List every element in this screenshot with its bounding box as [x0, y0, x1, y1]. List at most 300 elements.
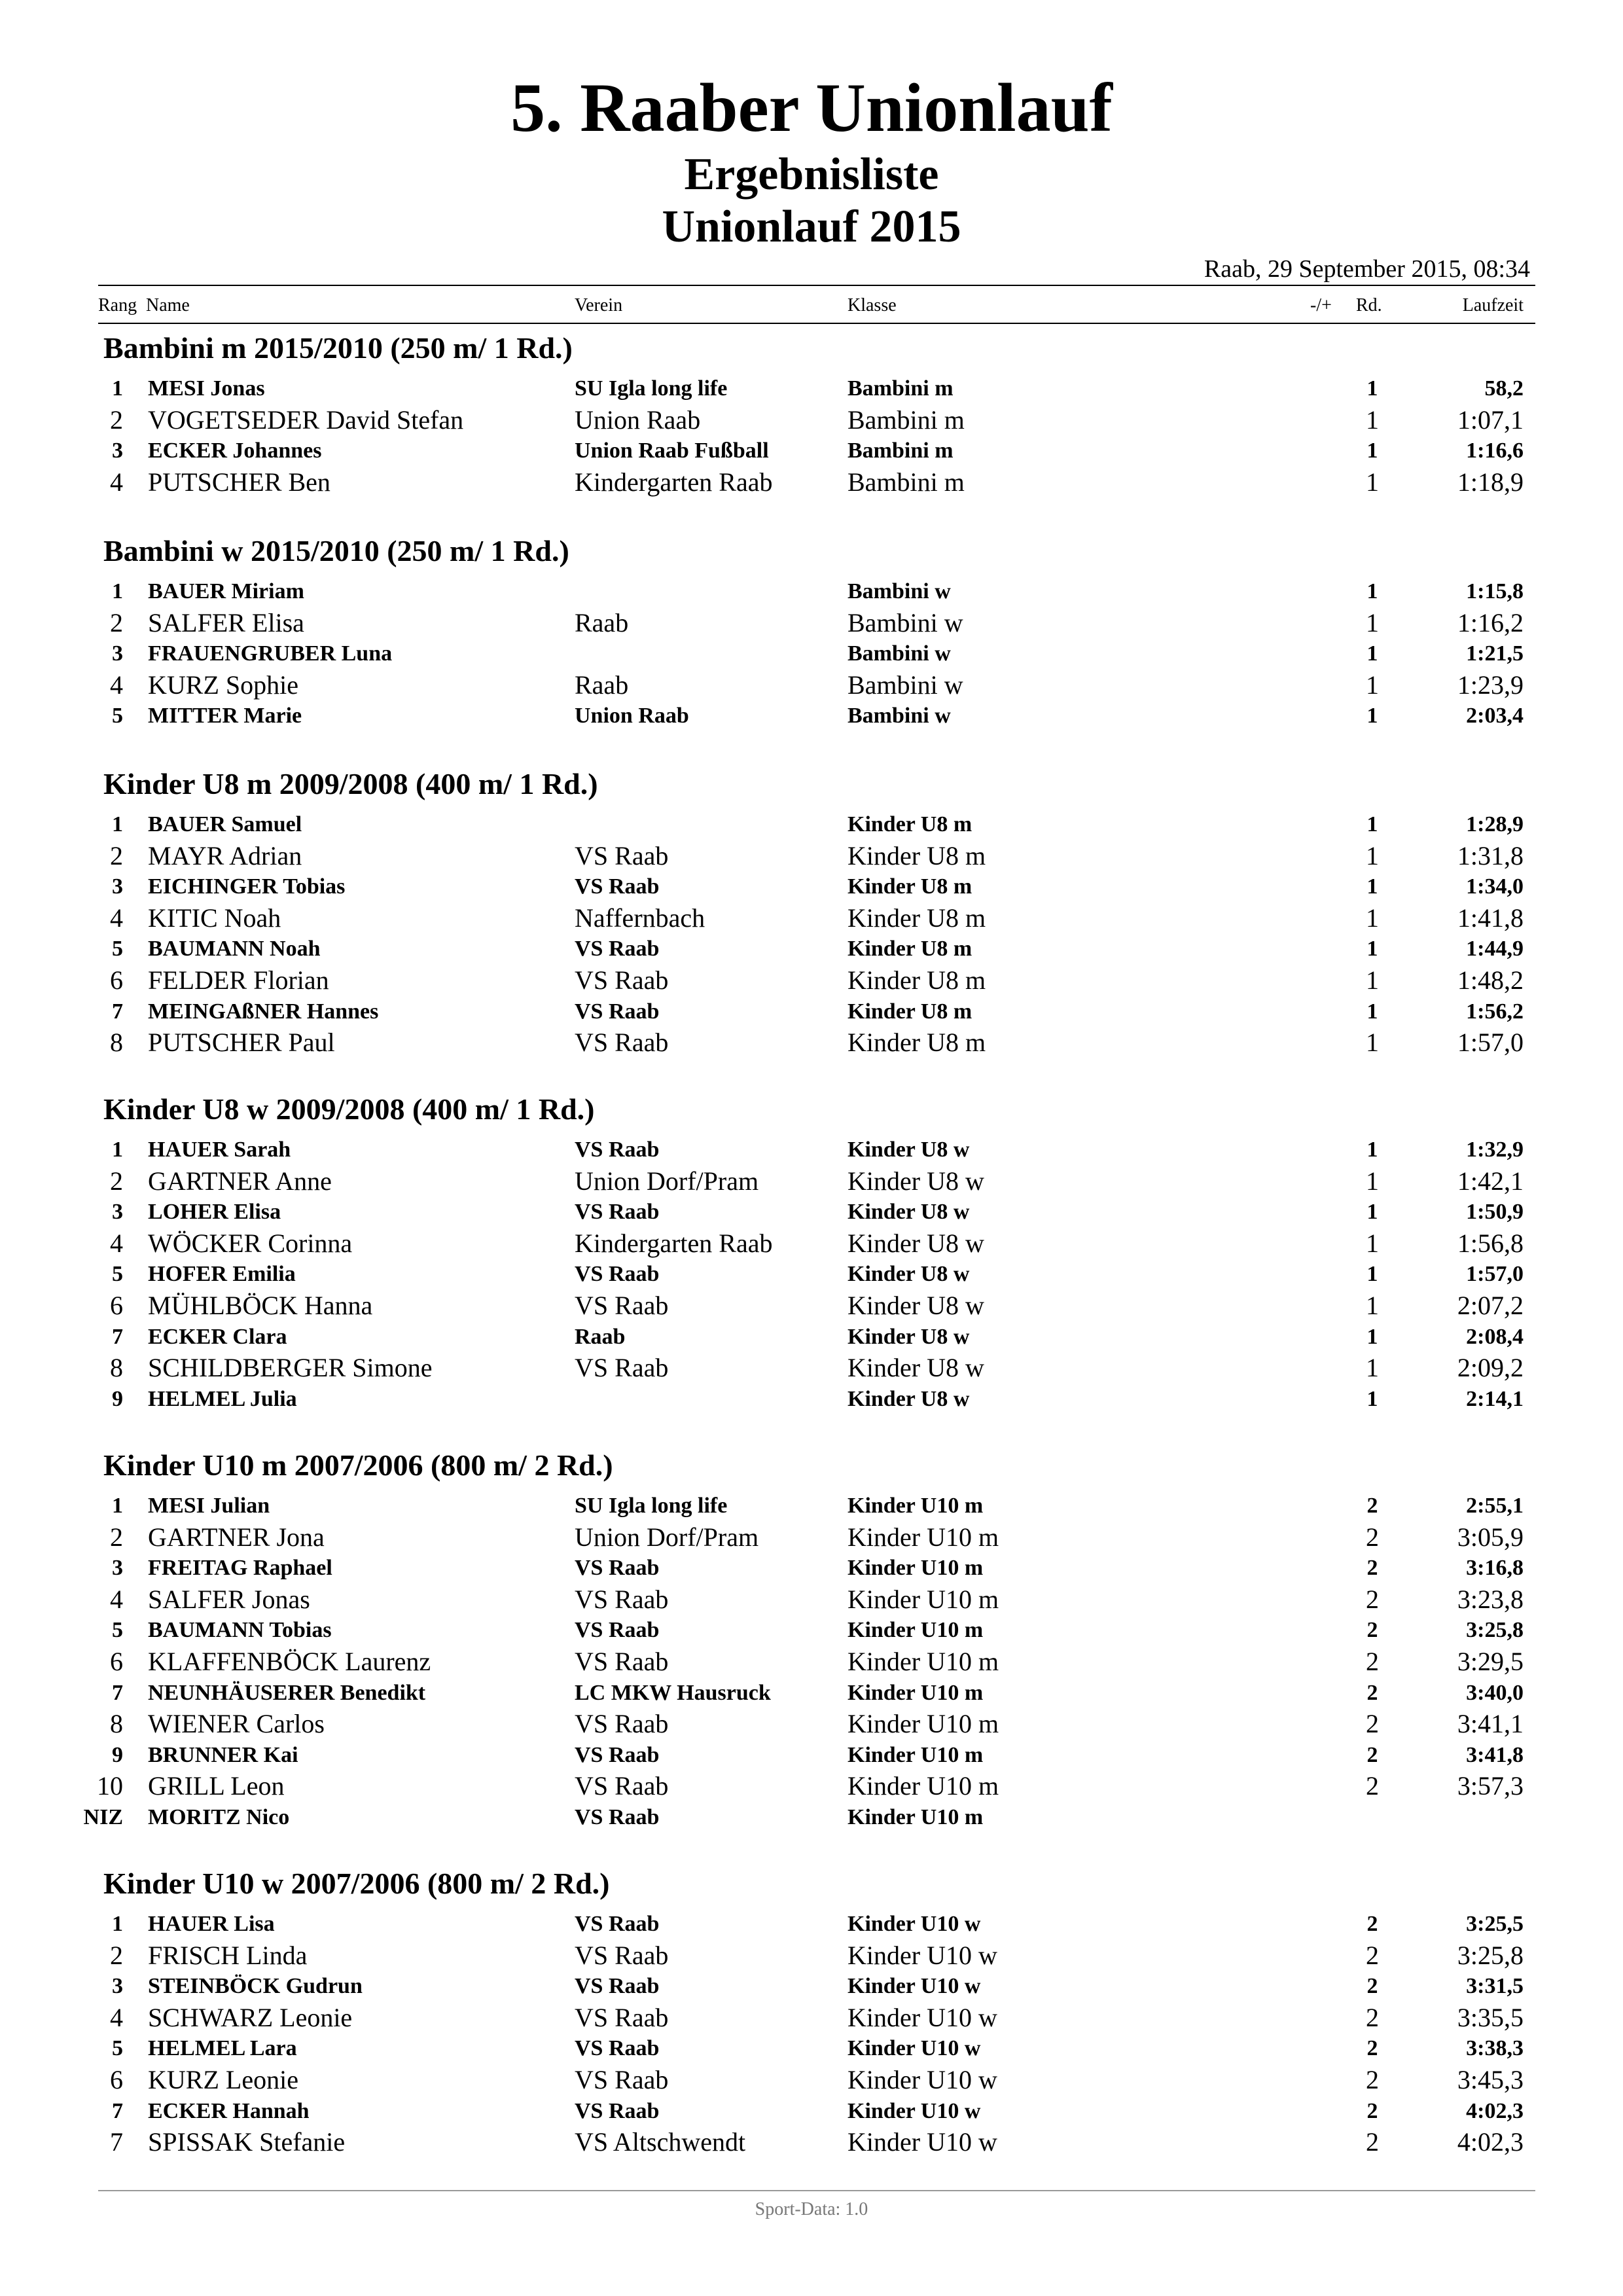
- cell-rounds: 2: [1366, 1494, 1378, 1518]
- cell-class: Bambini w: [847, 641, 951, 666]
- cell-name: GARTNER Anne: [148, 1166, 332, 1196]
- cell-time: 3:16,8: [1466, 1556, 1524, 1581]
- cell-rounds: 1: [1366, 1228, 1379, 1258]
- table-row: [0, 607, 1623, 639]
- table-row: [0, 576, 1623, 607]
- cell-time: 3:57,3: [1457, 1771, 1524, 1801]
- cell-time: 1:16,6: [1466, 439, 1524, 463]
- cell-class: Kinder U8 w: [847, 1166, 984, 1196]
- table-row: [0, 1770, 1623, 1802]
- page-subtitle-event: Unionlauf 2015: [662, 202, 961, 252]
- table-row: [0, 1740, 1623, 1771]
- cell-rank: 3: [112, 1974, 123, 1999]
- cell-class: Kinder U10 w: [847, 2036, 981, 2061]
- table-row: [0, 1290, 1623, 1321]
- cell-club: VS Raab: [575, 1974, 660, 1999]
- table-row: [0, 1615, 1623, 1646]
- cell-rounds: 1: [1366, 1386, 1378, 1411]
- cell-club: VS Raab: [575, 1804, 660, 1829]
- cell-time: 3:25,8: [1466, 1618, 1524, 1643]
- table-row: [0, 1259, 1623, 1290]
- cell-time: 3:25,8: [1457, 1940, 1524, 1970]
- cell-club: Raab: [575, 1324, 626, 1349]
- table-row: [0, 1646, 1623, 1677]
- table-row: [0, 435, 1623, 467]
- cell-class: Bambini m: [847, 404, 965, 435]
- cell-rank: 10: [97, 1771, 123, 1801]
- cell-class: Kinder U10 m: [847, 1771, 999, 1801]
- cell-rank: 6: [110, 1646, 123, 1676]
- cell-time: 3:41,1: [1457, 1709, 1524, 1739]
- column-header-rd: Rd.: [1356, 295, 1382, 315]
- cell-club: VS Raab: [575, 2064, 669, 2094]
- cell-club: VS Raab: [575, 1584, 669, 1614]
- cell-name: HOFER Emilia: [148, 1262, 296, 1287]
- section-title: Kinder U8 w 2009/2008 (400 m/ 1 Rd.): [103, 1092, 595, 1126]
- cell-club: VS Raab: [575, 1771, 669, 1801]
- cell-rank: 7: [112, 2098, 123, 2123]
- cell-class: Kinder U10 m: [847, 1584, 999, 1614]
- cell-name: LOHER Elisa: [148, 1200, 281, 1225]
- cell-class: Kinder U8 m: [847, 903, 986, 933]
- cell-name: WIENER Carlos: [148, 1709, 325, 1739]
- cell-rounds: 1: [1366, 1262, 1378, 1287]
- cell-rank: 6: [110, 965, 123, 995]
- table-row: [0, 2096, 1623, 2127]
- table-row: [0, 871, 1623, 903]
- cell-class: Kinder U10 w: [847, 2002, 997, 2032]
- cell-club: VS Raab: [575, 1646, 669, 1676]
- table-row: [0, 1802, 1623, 1833]
- table-row: [0, 1522, 1623, 1553]
- cell-club: VS Raab: [575, 1912, 660, 1936]
- cell-club: VS Raab: [575, 1742, 660, 1767]
- cell-rank: 1: [112, 1138, 123, 1162]
- cell-time: 1:42,1: [1457, 1166, 1524, 1196]
- table-row: [0, 1584, 1623, 1615]
- cell-class: Kinder U10 m: [847, 1494, 984, 1518]
- column-header-name: Name: [146, 295, 190, 315]
- table-row: [0, 700, 1623, 732]
- cell-rounds: 1: [1366, 1353, 1379, 1383]
- cell-rank: 1: [112, 812, 123, 836]
- table-row: [0, 1971, 1623, 2002]
- cell-class: Kinder U8 w: [847, 1228, 984, 1258]
- cell-rank: 4: [110, 670, 123, 700]
- cell-time: 3:29,5: [1457, 1646, 1524, 1676]
- cell-club: VS Raab: [575, 1556, 660, 1581]
- cell-rounds: 1: [1366, 1138, 1378, 1162]
- cell-time: 1:16,2: [1457, 607, 1524, 637]
- result-rows: [0, 373, 1623, 497]
- cell-club: Union Raab: [575, 404, 701, 435]
- cell-rank: 1: [112, 1494, 123, 1518]
- column-header-plusminus: -/+: [1310, 295, 1332, 315]
- cell-club: VS Altschwendt: [575, 2127, 746, 2157]
- cell-rank: 5: [112, 1618, 123, 1643]
- cell-rounds: 2: [1366, 1556, 1378, 1581]
- cell-time: 1:57,0: [1457, 1028, 1524, 1058]
- cell-rounds: 1: [1366, 903, 1379, 933]
- result-rows: [0, 576, 1623, 732]
- cell-class: Bambini w: [847, 579, 951, 603]
- cell-rank: 2: [110, 1940, 123, 1970]
- cell-name: SCHWARZ Leonie: [148, 2002, 353, 2032]
- cell-class: Bambini m: [847, 376, 954, 401]
- cell-rank: 3: [112, 641, 123, 666]
- cell-club: VS Raab: [575, 2098, 660, 2123]
- column-header-klasse: Klasse: [847, 295, 897, 315]
- table-row: [0, 840, 1623, 872]
- cell-rank: 5: [112, 1262, 123, 1287]
- cell-class: Kinder U10 m: [847, 1522, 999, 1552]
- cell-name: WÖCKER Corinna: [148, 1228, 353, 1258]
- cell-club: Kindergarten Raab: [575, 1228, 773, 1258]
- header-divider-bottom: [98, 323, 1535, 324]
- table-row: [0, 1352, 1623, 1384]
- cell-club: LC MKW Hausruck: [575, 1680, 771, 1705]
- cell-name: SPISSAK Stefanie: [148, 2127, 346, 2157]
- cell-name: GARTNER Jona: [148, 1522, 325, 1552]
- section-title: Bambini m 2015/2010 (250 m/ 1 Rd.): [103, 331, 573, 365]
- cell-rounds: 1: [1366, 670, 1379, 700]
- section-title: Kinder U10 m 2007/2006 (800 m/ 2 Rd.): [103, 1448, 613, 1482]
- cell-name: HAUER Sarah: [148, 1138, 291, 1162]
- result-rows: [0, 1134, 1623, 1414]
- table-row: [0, 1228, 1623, 1259]
- cell-class: Kinder U10 m: [847, 1804, 984, 1829]
- cell-club: VS Raab: [575, 965, 669, 995]
- cell-time: 1:15,8: [1466, 579, 1524, 603]
- cell-name: NEUNHÄUSERER Benedikt: [148, 1680, 426, 1705]
- cell-rank: 2: [110, 607, 123, 637]
- cell-club: VS Raab: [575, 937, 660, 961]
- cell-rank: 7: [112, 1324, 123, 1349]
- cell-name: MESI Jonas: [148, 376, 265, 401]
- cell-rounds: 1: [1366, 467, 1379, 497]
- cell-rank: 8: [110, 1353, 123, 1383]
- footer-divider: [98, 2190, 1535, 2191]
- footer-text: Sport-Data: 1.0: [755, 2199, 868, 2219]
- date-line: Raab, 29 September 2015, 08:34: [1204, 255, 1530, 283]
- cell-club: SU Igla long life: [575, 1494, 728, 1518]
- cell-time: 2:08,4: [1466, 1324, 1524, 1349]
- column-header-verein: Verein: [575, 295, 623, 315]
- cell-rank: 8: [110, 1709, 123, 1739]
- cell-time: 3:25,5: [1466, 1912, 1524, 1936]
- table-row: [0, 638, 1623, 670]
- cell-name: ECKER Hannah: [148, 2098, 310, 2123]
- cell-class: Kinder U8 m: [847, 874, 972, 899]
- cell-name: BAUMANN Noah: [148, 937, 321, 961]
- table-row: [0, 1940, 1623, 1971]
- table-row: [0, 2002, 1623, 2034]
- cell-name: SALFER Elisa: [148, 607, 304, 637]
- cell-time: 1:34,0: [1466, 874, 1524, 899]
- cell-name: MESI Julian: [148, 1494, 270, 1518]
- cell-class: Kinder U10 m: [847, 1556, 984, 1581]
- cell-name: STEINBÖCK Gudrun: [148, 1974, 363, 1999]
- cell-name: BAUMANN Tobias: [148, 1618, 332, 1643]
- cell-class: Kinder U8 w: [847, 1200, 970, 1225]
- cell-time: 1:21,5: [1466, 641, 1524, 666]
- result-rows: [0, 1909, 1623, 2158]
- cell-name: FREITAG Raphael: [148, 1556, 332, 1581]
- cell-name: FELDER Florian: [148, 965, 329, 995]
- cell-name: FRISCH Linda: [148, 1940, 308, 1970]
- cell-rank: 5: [112, 937, 123, 961]
- column-header-laufzeit: Laufzeit: [1462, 295, 1524, 315]
- result-rows: [0, 1490, 1623, 1833]
- cell-rounds: 1: [1366, 874, 1378, 899]
- cell-rounds: 2: [1366, 1709, 1379, 1739]
- cell-rank: 4: [110, 1584, 123, 1614]
- cell-rounds: 2: [1366, 2127, 1379, 2157]
- cell-name: MEINGAßNER Hannes: [148, 999, 379, 1024]
- cell-time: 3:45,3: [1457, 2064, 1524, 2094]
- cell-class: Kinder U10 w: [847, 1940, 997, 1970]
- cell-class: Kinder U8 w: [847, 1353, 984, 1383]
- table-row: [0, 404, 1623, 436]
- cell-class: Kinder U8 m: [847, 937, 972, 961]
- cell-name: ECKER Clara: [148, 1324, 287, 1349]
- cell-rank: 8: [110, 1028, 123, 1058]
- table-row: [0, 670, 1623, 701]
- cell-name: BRUNNER Kai: [148, 1742, 298, 1767]
- cell-name: SALFER Jonas: [148, 1584, 310, 1614]
- result-rows: [0, 809, 1623, 1058]
- table-row: [0, 1384, 1623, 1415]
- cell-club: VS Raab: [575, 2036, 660, 2061]
- cell-class: Kinder U10 w: [847, 1912, 981, 1936]
- cell-rank: 2: [110, 404, 123, 435]
- cell-name: KLAFFENBÖCK Laurenz: [148, 1646, 431, 1676]
- cell-rank: 4: [110, 467, 123, 497]
- cell-rank: 1: [112, 376, 123, 401]
- cell-name: SCHILDBERGER Simone: [148, 1353, 433, 1383]
- cell-time: 2:55,1: [1466, 1494, 1524, 1518]
- section-title: Bambini w 2015/2010 (250 m/ 1 Rd.): [103, 534, 569, 567]
- cell-name: PUTSCHER Ben: [148, 467, 330, 497]
- cell-time: 3:31,5: [1466, 1974, 1524, 1999]
- table-row: [0, 933, 1623, 965]
- cell-name: BAUER Miriam: [148, 579, 304, 603]
- table-row: [0, 1027, 1623, 1058]
- cell-class: Kinder U8 m: [847, 840, 986, 870]
- cell-name: ECKER Johannes: [148, 439, 322, 463]
- cell-time: 3:41,8: [1466, 1742, 1524, 1767]
- cell-rounds: 1: [1366, 937, 1378, 961]
- cell-class: Kinder U8 m: [847, 999, 972, 1024]
- cell-time: 1:57,0: [1466, 1262, 1524, 1287]
- cell-rank: 2: [110, 1166, 123, 1196]
- cell-time: 3:35,5: [1457, 2002, 1524, 2032]
- cell-club: VS Raab: [575, 1200, 660, 1225]
- cell-rank: 5: [112, 2036, 123, 2061]
- table-row: [0, 1166, 1623, 1197]
- cell-rounds: 2: [1366, 1912, 1378, 1936]
- cell-rounds: 1: [1366, 1324, 1378, 1349]
- cell-class: Kinder U10 w: [847, 2127, 997, 2157]
- cell-name: HELMEL Lara: [148, 2036, 297, 2061]
- cell-rounds: 1: [1366, 1028, 1379, 1058]
- cell-name: EICHINGER Tobias: [148, 874, 346, 899]
- cell-club: Union Raab: [575, 704, 689, 728]
- cell-rank: 4: [110, 2002, 123, 2032]
- cell-rounds: 2: [1366, 1680, 1378, 1705]
- cell-class: Bambini m: [847, 467, 965, 497]
- cell-club: Raab: [575, 607, 629, 637]
- cell-rank: 1: [112, 579, 123, 603]
- cell-time: 3:38,3: [1466, 2036, 1524, 2061]
- cell-class: Kinder U10 w: [847, 2064, 997, 2094]
- cell-rank: 6: [110, 1290, 123, 1320]
- cell-rank: NIZ: [83, 1804, 123, 1829]
- cell-time: 1:50,9: [1466, 1200, 1524, 1225]
- table-row: [0, 467, 1623, 498]
- cell-rounds: 2: [1366, 1584, 1379, 1614]
- cell-class: Kinder U10 m: [847, 1709, 999, 1739]
- cell-club: VS Raab: [575, 840, 669, 870]
- cell-rounds: 1: [1366, 404, 1379, 435]
- cell-rounds: 1: [1366, 641, 1378, 666]
- cell-class: Kinder U10 m: [847, 1742, 984, 1767]
- cell-time: 1:41,8: [1457, 903, 1524, 933]
- cell-rank: 1: [112, 1912, 123, 1936]
- column-header-rang: Rang: [98, 295, 137, 315]
- cell-club: Naffernbach: [575, 903, 705, 933]
- cell-time: 1:18,9: [1457, 467, 1524, 497]
- table-row: [0, 1708, 1623, 1740]
- cell-rounds: 1: [1366, 965, 1379, 995]
- cell-rounds: 2: [1366, 1618, 1378, 1643]
- table-row: [0, 965, 1623, 996]
- cell-rounds: 1: [1366, 1200, 1378, 1225]
- cell-club: VS Raab: [575, 1618, 660, 1643]
- cell-rounds: 2: [1366, 2036, 1378, 2061]
- table-row: [0, 1490, 1623, 1522]
- cell-class: Kinder U8 w: [847, 1262, 970, 1287]
- cell-name: MAYR Adrian: [148, 840, 302, 870]
- cell-rounds: 2: [1366, 1940, 1379, 1970]
- cell-time: 4:02,3: [1457, 2127, 1524, 2157]
- cell-rounds: 1: [1366, 607, 1379, 637]
- table-row: [0, 1321, 1623, 1353]
- cell-rounds: 2: [1366, 2098, 1378, 2123]
- cell-class: Bambini w: [847, 670, 963, 700]
- cell-club: Kindergarten Raab: [575, 467, 773, 497]
- cell-class: Bambini m: [847, 439, 954, 463]
- table-row: [0, 1909, 1623, 1940]
- cell-name: MÜHLBÖCK Hanna: [148, 1290, 373, 1320]
- cell-time: 2:09,2: [1457, 1353, 1524, 1383]
- cell-class: Kinder U8 w: [847, 1290, 984, 1320]
- table-row: [0, 1134, 1623, 1166]
- cell-club: VS Raab: [575, 1940, 669, 1970]
- cell-time: 3:05,9: [1457, 1522, 1524, 1552]
- cell-name: GRILL Leon: [148, 1771, 285, 1801]
- cell-rank: 7: [112, 1680, 123, 1705]
- cell-rounds: 1: [1366, 579, 1378, 603]
- cell-name: KURZ Sophie: [148, 670, 298, 700]
- cell-time: 4:02,3: [1466, 2098, 1524, 2123]
- cell-name: MITTER Marie: [148, 704, 302, 728]
- cell-rank: 9: [112, 1386, 123, 1411]
- header-divider-top: [98, 285, 1535, 286]
- cell-name: BAUER Samuel: [148, 812, 302, 836]
- cell-rank: 3: [112, 1556, 123, 1581]
- cell-rounds: 1: [1366, 439, 1378, 463]
- cell-time: 58,2: [1484, 376, 1524, 401]
- cell-rank: 2: [110, 1522, 123, 1552]
- cell-rounds: 2: [1366, 2002, 1379, 2032]
- cell-class: Bambini w: [847, 704, 951, 728]
- cell-rank: 9: [112, 1742, 123, 1767]
- cell-time: 2:14,1: [1466, 1386, 1524, 1411]
- cell-club: VS Raab: [575, 2002, 669, 2032]
- cell-club: Union Dorf/Pram: [575, 1522, 759, 1552]
- cell-rank: 5: [112, 704, 123, 728]
- table-row: [0, 1196, 1623, 1228]
- cell-time: 1:56,2: [1466, 999, 1524, 1024]
- cell-time: 2:07,2: [1457, 1290, 1524, 1320]
- cell-name: VOGETSEDER David Stefan: [148, 404, 464, 435]
- cell-club: Union Dorf/Pram: [575, 1166, 759, 1196]
- cell-club: SU Igla long life: [575, 376, 728, 401]
- cell-rank: 4: [110, 903, 123, 933]
- cell-rounds: 2: [1366, 1742, 1378, 1767]
- cell-rank: 4: [110, 1228, 123, 1258]
- cell-name: MORITZ Nico: [148, 1804, 290, 1829]
- cell-class: Kinder U10 m: [847, 1646, 999, 1676]
- cell-rounds: 2: [1366, 2064, 1379, 2094]
- cell-time: 3:40,0: [1466, 1680, 1524, 1705]
- cell-time: 1:31,8: [1457, 840, 1524, 870]
- cell-rank: 3: [112, 439, 123, 463]
- cell-class: Kinder U10 w: [847, 1974, 981, 1999]
- page-subtitle-ergebnisliste: Ergebnisliste: [684, 149, 939, 200]
- table-row: [0, 1552, 1623, 1584]
- table-row: [0, 2064, 1623, 2096]
- cell-time: 1:56,8: [1457, 1228, 1524, 1258]
- cell-name: PUTSCHER Paul: [148, 1028, 335, 1058]
- cell-club: VS Raab: [575, 1262, 660, 1287]
- cell-club: VS Raab: [575, 874, 660, 899]
- cell-rounds: 2: [1366, 1771, 1379, 1801]
- table-row: [0, 996, 1623, 1028]
- cell-time: 1:44,9: [1466, 937, 1524, 961]
- cell-time: 1:23,9: [1457, 670, 1524, 700]
- page-title: 5. Raaber Unionlauf: [510, 69, 1113, 146]
- cell-name: HELMEL Julia: [148, 1386, 297, 1411]
- cell-name: FRAUENGRUBER Luna: [148, 641, 393, 666]
- cell-name: KURZ Leonie: [148, 2064, 298, 2094]
- cell-class: Kinder U8 m: [847, 812, 972, 836]
- cell-time: 1:48,2: [1457, 965, 1524, 995]
- section-title: Kinder U10 w 2007/2006 (800 m/ 2 Rd.): [103, 1867, 610, 1900]
- table-row: [0, 2126, 1623, 2158]
- section-title: Kinder U8 m 2009/2008 (400 m/ 1 Rd.): [103, 767, 598, 800]
- table-row: [0, 2033, 1623, 2064]
- cell-club: VS Raab: [575, 1353, 669, 1383]
- cell-rank: 3: [112, 874, 123, 899]
- cell-club: VS Raab: [575, 1028, 669, 1058]
- cell-class: Kinder U8 m: [847, 1028, 986, 1058]
- cell-club: VS Raab: [575, 1290, 669, 1320]
- cell-class: Kinder U10 w: [847, 2098, 981, 2123]
- cell-class: Kinder U8 w: [847, 1386, 970, 1411]
- table-row: [0, 373, 1623, 404]
